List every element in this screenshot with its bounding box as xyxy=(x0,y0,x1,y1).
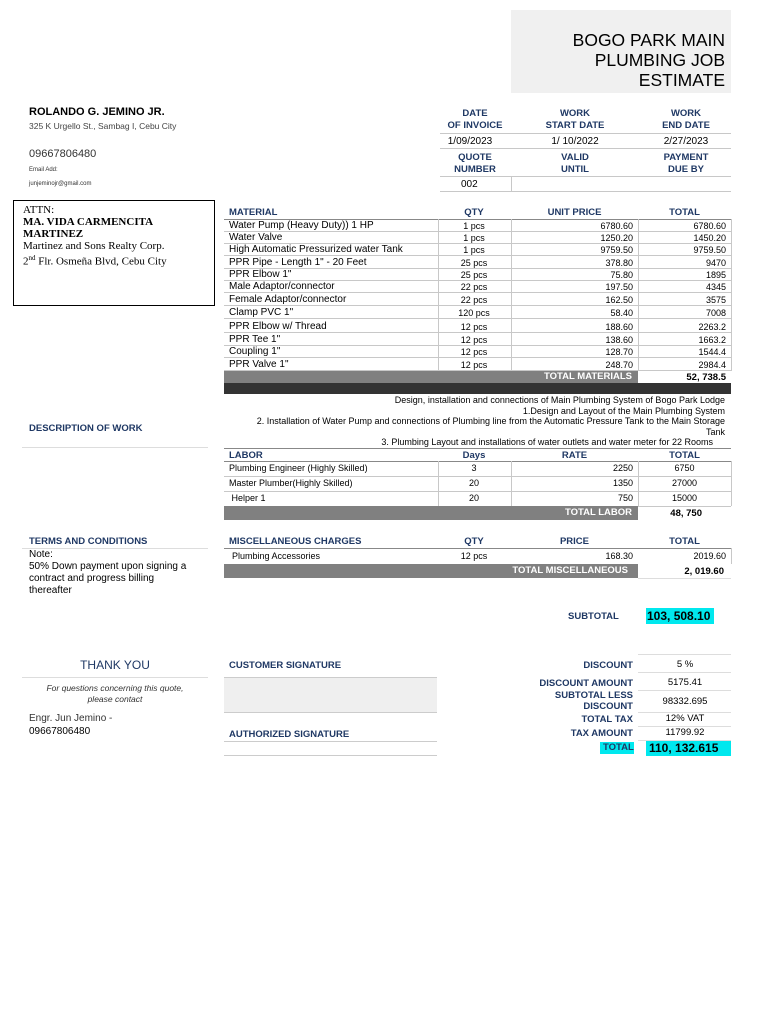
divider xyxy=(22,447,208,448)
row-divider xyxy=(224,268,731,269)
labor-header-total: TOTAL xyxy=(669,450,700,461)
material-unit-price: 58.40 xyxy=(610,308,633,318)
labor-name: Helper 1 xyxy=(229,493,266,503)
divider xyxy=(224,448,731,449)
material-qty: 1 pcs xyxy=(463,233,485,243)
date-label-2: OF INVOICE xyxy=(447,120,503,131)
discount-amount-value: 5175.41 xyxy=(667,677,703,688)
total-tax-value: 12% VAT xyxy=(665,713,705,724)
questions-line-1: For questions concerning this quote, xyxy=(46,683,184,693)
material-unit-price: 188.60 xyxy=(605,322,633,332)
material-name: Water Pump (Heavy Duty)) 1 HP xyxy=(229,220,374,231)
subtotal-value: 103, 508.10 xyxy=(647,609,711,623)
material-total: 1895 xyxy=(705,270,726,280)
material-qty: 25 pcs xyxy=(460,258,488,268)
material-unit-price: 248.70 xyxy=(605,360,633,370)
row-divider xyxy=(224,476,731,477)
attn-label: ATTN: xyxy=(23,204,55,216)
total-value: 110, 132.615 xyxy=(649,741,719,755)
thank-you-text: THANK YOU xyxy=(80,658,150,672)
material-name: Female Adaptor/connector xyxy=(229,294,347,305)
labor-name: Master Plumber(Highly Skilled) xyxy=(229,478,353,488)
total-labor-value: 48, 750 xyxy=(670,508,702,519)
total-materials-value: 52, 738.5 xyxy=(686,372,726,383)
valid-label-2: UNTIL xyxy=(561,164,589,175)
subtotal-less-discount-label xyxy=(520,690,633,712)
material-name: PPR Tee 1" xyxy=(229,334,281,345)
date-of-invoice-label xyxy=(440,108,510,132)
work-end-date-value: 2/27/2023 xyxy=(663,136,709,147)
labor-rate: 2250 xyxy=(612,463,633,473)
misc-header-qty: QTY xyxy=(464,536,484,547)
questions-text xyxy=(22,683,208,705)
material-total: 2263.2 xyxy=(698,322,726,332)
subtotal-label: SUBTOTAL xyxy=(568,611,619,622)
description-line-5: 3. Plumbing Layout and installations of water outlets and water meter for 22 Rooms xyxy=(381,437,713,447)
total-materials-label: TOTAL MATERIALS xyxy=(544,371,632,382)
attn-name-line-1: MA. VIDA CARMENCITA xyxy=(23,216,154,228)
discount-label: DISCOUNT xyxy=(583,660,633,671)
material-name: Male Adaptor/connector xyxy=(229,281,335,292)
labor-total: 15000 xyxy=(671,493,698,503)
divider xyxy=(638,690,731,691)
start-label-2: START DATE xyxy=(545,120,605,131)
misc-name: Plumbing Accessories xyxy=(232,551,321,561)
questions-line-2: please contact xyxy=(87,694,143,704)
material-total: 9470 xyxy=(705,258,726,268)
row-divider xyxy=(224,305,731,306)
divider xyxy=(638,654,731,655)
labor-name: Plumbing Engineer (Highly Skilled) xyxy=(229,463,368,473)
divider xyxy=(511,176,512,191)
authorized-signature-label: AUTHORIZED SIGNATURE xyxy=(229,729,350,740)
material-unit-price: 128.70 xyxy=(605,347,633,357)
divider xyxy=(224,461,731,462)
description-line-3: 2. Installation of Water Pump and connections of Plumbing line from the Automatic Pressure Tank to the Main Storage xyxy=(256,416,725,426)
work-start-date-value: 1/ 10/2022 xyxy=(551,136,599,147)
materials-header-material: MATERIAL xyxy=(229,207,278,218)
material-qty: 12 pcs xyxy=(460,322,488,332)
attn-address-rest: Flr. Osmeña Blvd, Cebu City xyxy=(35,255,167,268)
total-tax-label: TOTAL TAX xyxy=(581,714,633,725)
material-name: PPR Valve 1" xyxy=(229,359,289,370)
material-qty: 12 pcs xyxy=(460,347,488,357)
material-name: PPR Pipe - Length 1" - 20 Feet xyxy=(229,257,367,268)
total-materials-bar xyxy=(224,371,638,383)
material-qty: 22 pcs xyxy=(460,295,488,305)
payment-label-2: DUE BY xyxy=(668,164,704,175)
title-line-2: PLUMBING JOB xyxy=(594,50,725,70)
description-of-work-label: DESCRIPTION OF WORK xyxy=(29,423,143,434)
divider xyxy=(731,219,732,371)
labor-total: 27000 xyxy=(671,478,698,488)
total-misc-label: TOTAL MISCELLANEOUS xyxy=(512,565,628,576)
material-unit-price: 378.80 xyxy=(605,258,633,268)
material-total: 1450.20 xyxy=(693,233,726,243)
misc-header-label: MISCELLANEOUS CHARGES xyxy=(229,536,362,547)
divider xyxy=(638,672,731,673)
email-label: Email Add: xyxy=(29,167,58,173)
end-label-2: END DATE xyxy=(662,120,710,131)
material-unit-price: 9759.50 xyxy=(600,245,633,255)
materials-header-qty: QTY xyxy=(464,207,484,218)
labor-days: 20 xyxy=(468,478,479,488)
payment-due-label xyxy=(646,152,726,176)
divider xyxy=(440,176,731,177)
material-name: PPR Elbow 1" xyxy=(229,269,292,280)
divider xyxy=(224,548,731,549)
page-title xyxy=(511,30,725,90)
quote-label-2: NUMBER xyxy=(454,164,496,175)
end-label-1: WORK xyxy=(670,108,702,119)
contractor-name: ROLANDO G. JEMINO JR. xyxy=(29,106,165,118)
description-line-1: Design, installation and connections of Main Plumbing System of Bogo Park Lodge xyxy=(394,395,725,405)
contact-phone: 09667806480 xyxy=(29,726,91,737)
material-unit-price: 1250.20 xyxy=(600,233,633,243)
attn-company: Martinez and Sons Realty Corp. xyxy=(23,240,165,252)
divider xyxy=(438,219,439,371)
total-label: TOTAL xyxy=(603,742,634,753)
material-total: 3575 xyxy=(705,295,726,305)
row-divider xyxy=(224,345,731,346)
contractor-address: 325 K Urgello St., Sambag I, Cebu City xyxy=(29,121,177,131)
divider xyxy=(438,461,439,506)
material-qty: 1 pcs xyxy=(463,221,485,231)
material-total: 6780.60 xyxy=(693,221,726,231)
row-divider xyxy=(224,292,731,293)
authorized-signature-field[interactable] xyxy=(224,742,437,756)
misc-price: 168.30 xyxy=(605,551,633,561)
labor-header-rate: RATE xyxy=(561,450,588,461)
row-divider xyxy=(224,332,731,333)
divider xyxy=(440,133,731,134)
quote-label-1: QUOTE xyxy=(458,152,492,163)
subtotal-less-discount-value: 98332.695 xyxy=(662,696,708,707)
material-unit-price: 162.50 xyxy=(605,295,633,305)
terms-text xyxy=(29,549,186,597)
divider xyxy=(440,191,731,192)
description-text xyxy=(224,395,725,448)
divider xyxy=(22,677,208,678)
material-name: Clamp PVC 1" xyxy=(229,307,294,318)
description-line-4: Tank xyxy=(705,426,725,437)
attn-address xyxy=(23,252,214,268)
terms-label: TERMS AND CONDITIONS xyxy=(29,536,148,547)
terms-note: Note: xyxy=(29,549,53,560)
materials-header-total: TOTAL xyxy=(669,207,700,218)
divider xyxy=(638,219,639,371)
attn-box xyxy=(13,200,215,306)
labor-header-labor: LABOR xyxy=(229,450,263,461)
material-total: 1663.2 xyxy=(698,335,726,345)
row-divider xyxy=(224,357,731,358)
misc-total: 2019.60 xyxy=(693,551,726,561)
title-line-3: ESTIMATE xyxy=(638,70,725,90)
material-qty: 12 pcs xyxy=(460,360,488,370)
labor-total: 6750 xyxy=(674,463,695,473)
row-divider xyxy=(224,231,731,232)
misc-header-price: PRICE xyxy=(559,536,590,547)
material-qty: 120 pcs xyxy=(458,308,490,318)
divider xyxy=(638,461,639,506)
divider xyxy=(731,548,732,564)
description-line-2: 1.Design and Layout of the Main Plumbing System xyxy=(522,405,725,416)
material-total: 9759.50 xyxy=(693,245,726,255)
start-label-1: WORK xyxy=(559,108,591,119)
quote-number-label xyxy=(440,152,510,176)
labor-days: 3 xyxy=(471,463,477,473)
material-total: 4345 xyxy=(705,282,726,292)
discount-amount-label: DISCOUNT AMOUNT xyxy=(539,678,633,689)
attn-address-num: 2 xyxy=(23,255,29,268)
valid-label-1: VALID xyxy=(561,152,589,163)
terms-line-1: 50% Down payment upon signing a xyxy=(29,561,187,572)
material-unit-price: 197.50 xyxy=(605,282,633,292)
customer-signature-label: CUSTOMER SIGNATURE xyxy=(229,660,342,671)
material-name: Coupling 1" xyxy=(229,346,281,357)
contractor-email: junjeminojr@gmail.com xyxy=(29,181,92,187)
row-divider xyxy=(224,318,731,319)
material-qty: 25 pcs xyxy=(460,270,488,280)
work-end-date-label xyxy=(646,108,726,132)
customer-signature-field[interactable] xyxy=(224,677,437,713)
row-divider xyxy=(224,491,731,492)
attn-name-line-2: MARTINEZ xyxy=(23,228,84,240)
labor-rate: 750 xyxy=(617,493,633,503)
divider xyxy=(731,461,732,506)
divider xyxy=(638,578,731,579)
material-qty: 12 pcs xyxy=(460,335,488,345)
material-name: High Automatic Pressurized water Tank xyxy=(229,244,403,255)
divider xyxy=(511,461,512,506)
divider xyxy=(440,148,731,149)
title-line-1: BOGO PARK MAIN xyxy=(572,30,725,50)
material-total: 1544.4 xyxy=(698,347,726,357)
row-divider xyxy=(224,255,731,256)
total-labor-label: TOTAL LABOR xyxy=(564,507,632,518)
contractor-phone: 09667806480 xyxy=(29,148,97,160)
total-labor-bar xyxy=(224,506,638,520)
misc-header-total: TOTAL xyxy=(669,536,700,547)
materials-header-unit-price: UNIT PRICE xyxy=(547,207,602,218)
quote-number-value: 002 xyxy=(461,179,478,190)
work-start-date-label xyxy=(535,108,615,132)
material-unit-price: 138.60 xyxy=(605,335,633,345)
material-qty: 22 pcs xyxy=(460,282,488,292)
misc-qty: 12 pcs xyxy=(460,551,488,561)
total-misc-value: 2, 019.60 xyxy=(684,566,724,577)
terms-line-2: contract and progress billing xyxy=(29,573,155,584)
material-qty: 1 pcs xyxy=(463,245,485,255)
material-unit-price: 75.80 xyxy=(610,270,633,280)
material-unit-price: 6780.60 xyxy=(600,221,633,231)
contact-name: Engr. Jun Jemino - xyxy=(29,713,113,724)
divider xyxy=(511,219,512,371)
material-name: PPR Elbow w/ Thread xyxy=(229,321,327,332)
description-header-bar xyxy=(224,383,731,394)
subtotal-less-line-1: SUBTOTAL LESS xyxy=(554,690,633,701)
payment-label-1: PAYMENT xyxy=(663,152,709,163)
date-of-invoice-value: 1/09/2023 xyxy=(447,136,493,147)
labor-header-days: Days xyxy=(462,450,486,461)
discount-value: 5 % xyxy=(676,659,694,670)
material-name: Water Valve xyxy=(229,232,283,243)
labor-rate: 1350 xyxy=(612,478,633,488)
material-total: 2984.4 xyxy=(698,360,726,370)
subtotal-less-line-2: DISCOUNT xyxy=(583,701,633,712)
valid-until-label xyxy=(535,152,615,176)
material-total: 7008 xyxy=(705,308,726,318)
date-label-1: DATE xyxy=(462,108,488,119)
attn-address-sup: nd xyxy=(28,254,36,262)
tax-amount-value: 11799.92 xyxy=(665,727,705,738)
terms-line-3: thereafter xyxy=(29,585,72,596)
labor-days: 20 xyxy=(468,493,479,503)
tax-amount-label: TAX AMOUNT xyxy=(570,728,633,739)
total-misc-bar xyxy=(224,564,638,578)
